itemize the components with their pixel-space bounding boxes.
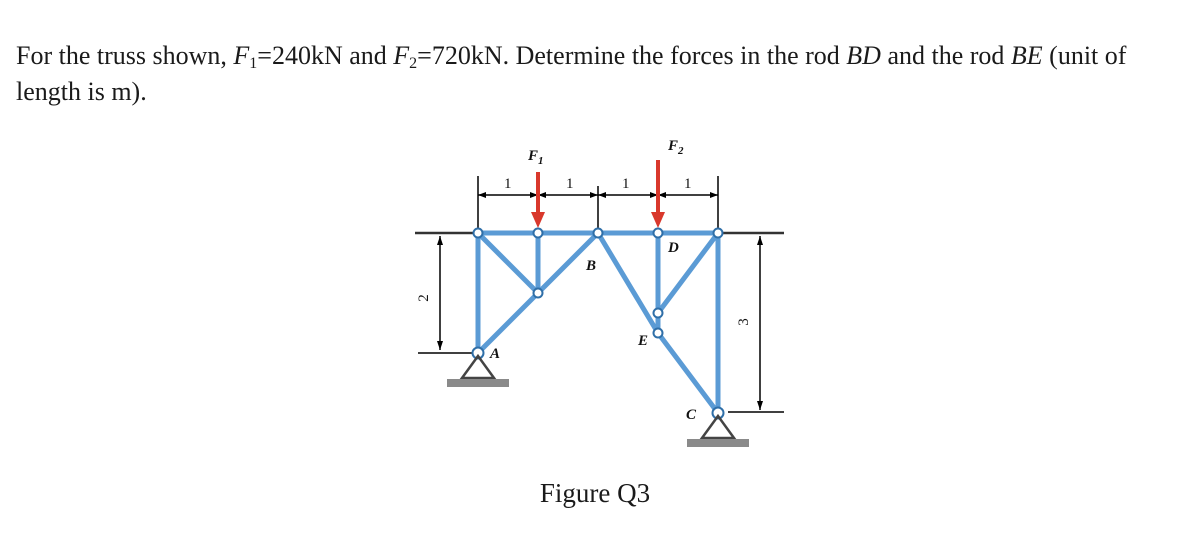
right-height-dimension bbox=[728, 236, 784, 412]
rod-bd: BD bbox=[846, 41, 881, 70]
joint-e bbox=[654, 329, 663, 338]
rod-be: BE bbox=[1010, 41, 1043, 70]
joint-d bbox=[654, 229, 663, 238]
joint-labels bbox=[489, 240, 697, 423]
member-be bbox=[598, 233, 658, 333]
dim-span-4: 1 bbox=[684, 176, 692, 192]
label-a: A bbox=[490, 346, 501, 362]
f2-value: =720kN. Determine the forces in the rod bbox=[417, 41, 847, 70]
f2-load-symbol: F bbox=[668, 138, 679, 154]
f2-load-label bbox=[667, 138, 684, 157]
truss-members bbox=[478, 233, 718, 413]
joint-top-f1 bbox=[534, 229, 543, 238]
dim-left-height: 2 bbox=[416, 294, 432, 302]
f1-load-subscript: 1 bbox=[538, 155, 544, 167]
joint-top-right bbox=[714, 229, 723, 238]
dim-span-3: 1 bbox=[622, 176, 630, 192]
f2-arrow-head bbox=[651, 212, 665, 228]
dim-span-2: 1 bbox=[566, 176, 574, 192]
joint-mid-left bbox=[534, 289, 543, 298]
f2-symbol: F bbox=[393, 41, 410, 70]
member-ec bbox=[658, 333, 718, 413]
member-lower-left-diag bbox=[478, 293, 538, 353]
joint-mid-right bbox=[654, 309, 663, 318]
f1-symbol: F bbox=[233, 41, 250, 70]
f2-subscript: 2 bbox=[409, 55, 418, 72]
problem-mid: and the rod bbox=[880, 41, 1011, 70]
f2-load-subscript: 2 bbox=[678, 145, 684, 157]
figure-caption: Figure Q3 bbox=[539, 478, 651, 508]
support-c bbox=[687, 416, 749, 447]
label-e: E bbox=[638, 333, 649, 349]
load-arrows bbox=[527, 138, 684, 228]
ground-c bbox=[687, 439, 749, 447]
member-right-diag bbox=[658, 233, 718, 313]
problem-suffix: (unit of length is m). bbox=[16, 41, 1127, 106]
joint-b bbox=[594, 229, 603, 238]
top-dimension-chain bbox=[478, 176, 718, 229]
dim-span-1: 1 bbox=[504, 176, 512, 192]
f1-value: =240kN and bbox=[257, 41, 394, 70]
f1-arrow-head bbox=[531, 212, 545, 228]
label-d: D bbox=[668, 240, 679, 256]
f1-load-label bbox=[527, 148, 544, 167]
dim-right-height: 3 bbox=[736, 318, 752, 326]
label-c: C bbox=[686, 407, 697, 423]
left-height-dimension bbox=[416, 236, 478, 353]
ground-a bbox=[447, 379, 509, 387]
joint-top-left bbox=[474, 229, 483, 238]
f1-load-symbol: F bbox=[528, 148, 539, 164]
label-b: B bbox=[586, 258, 597, 274]
member-top-left-diag bbox=[478, 233, 538, 293]
f1-subscript: 1 bbox=[249, 55, 258, 72]
problem-prefix: For the truss shown, bbox=[16, 41, 234, 70]
